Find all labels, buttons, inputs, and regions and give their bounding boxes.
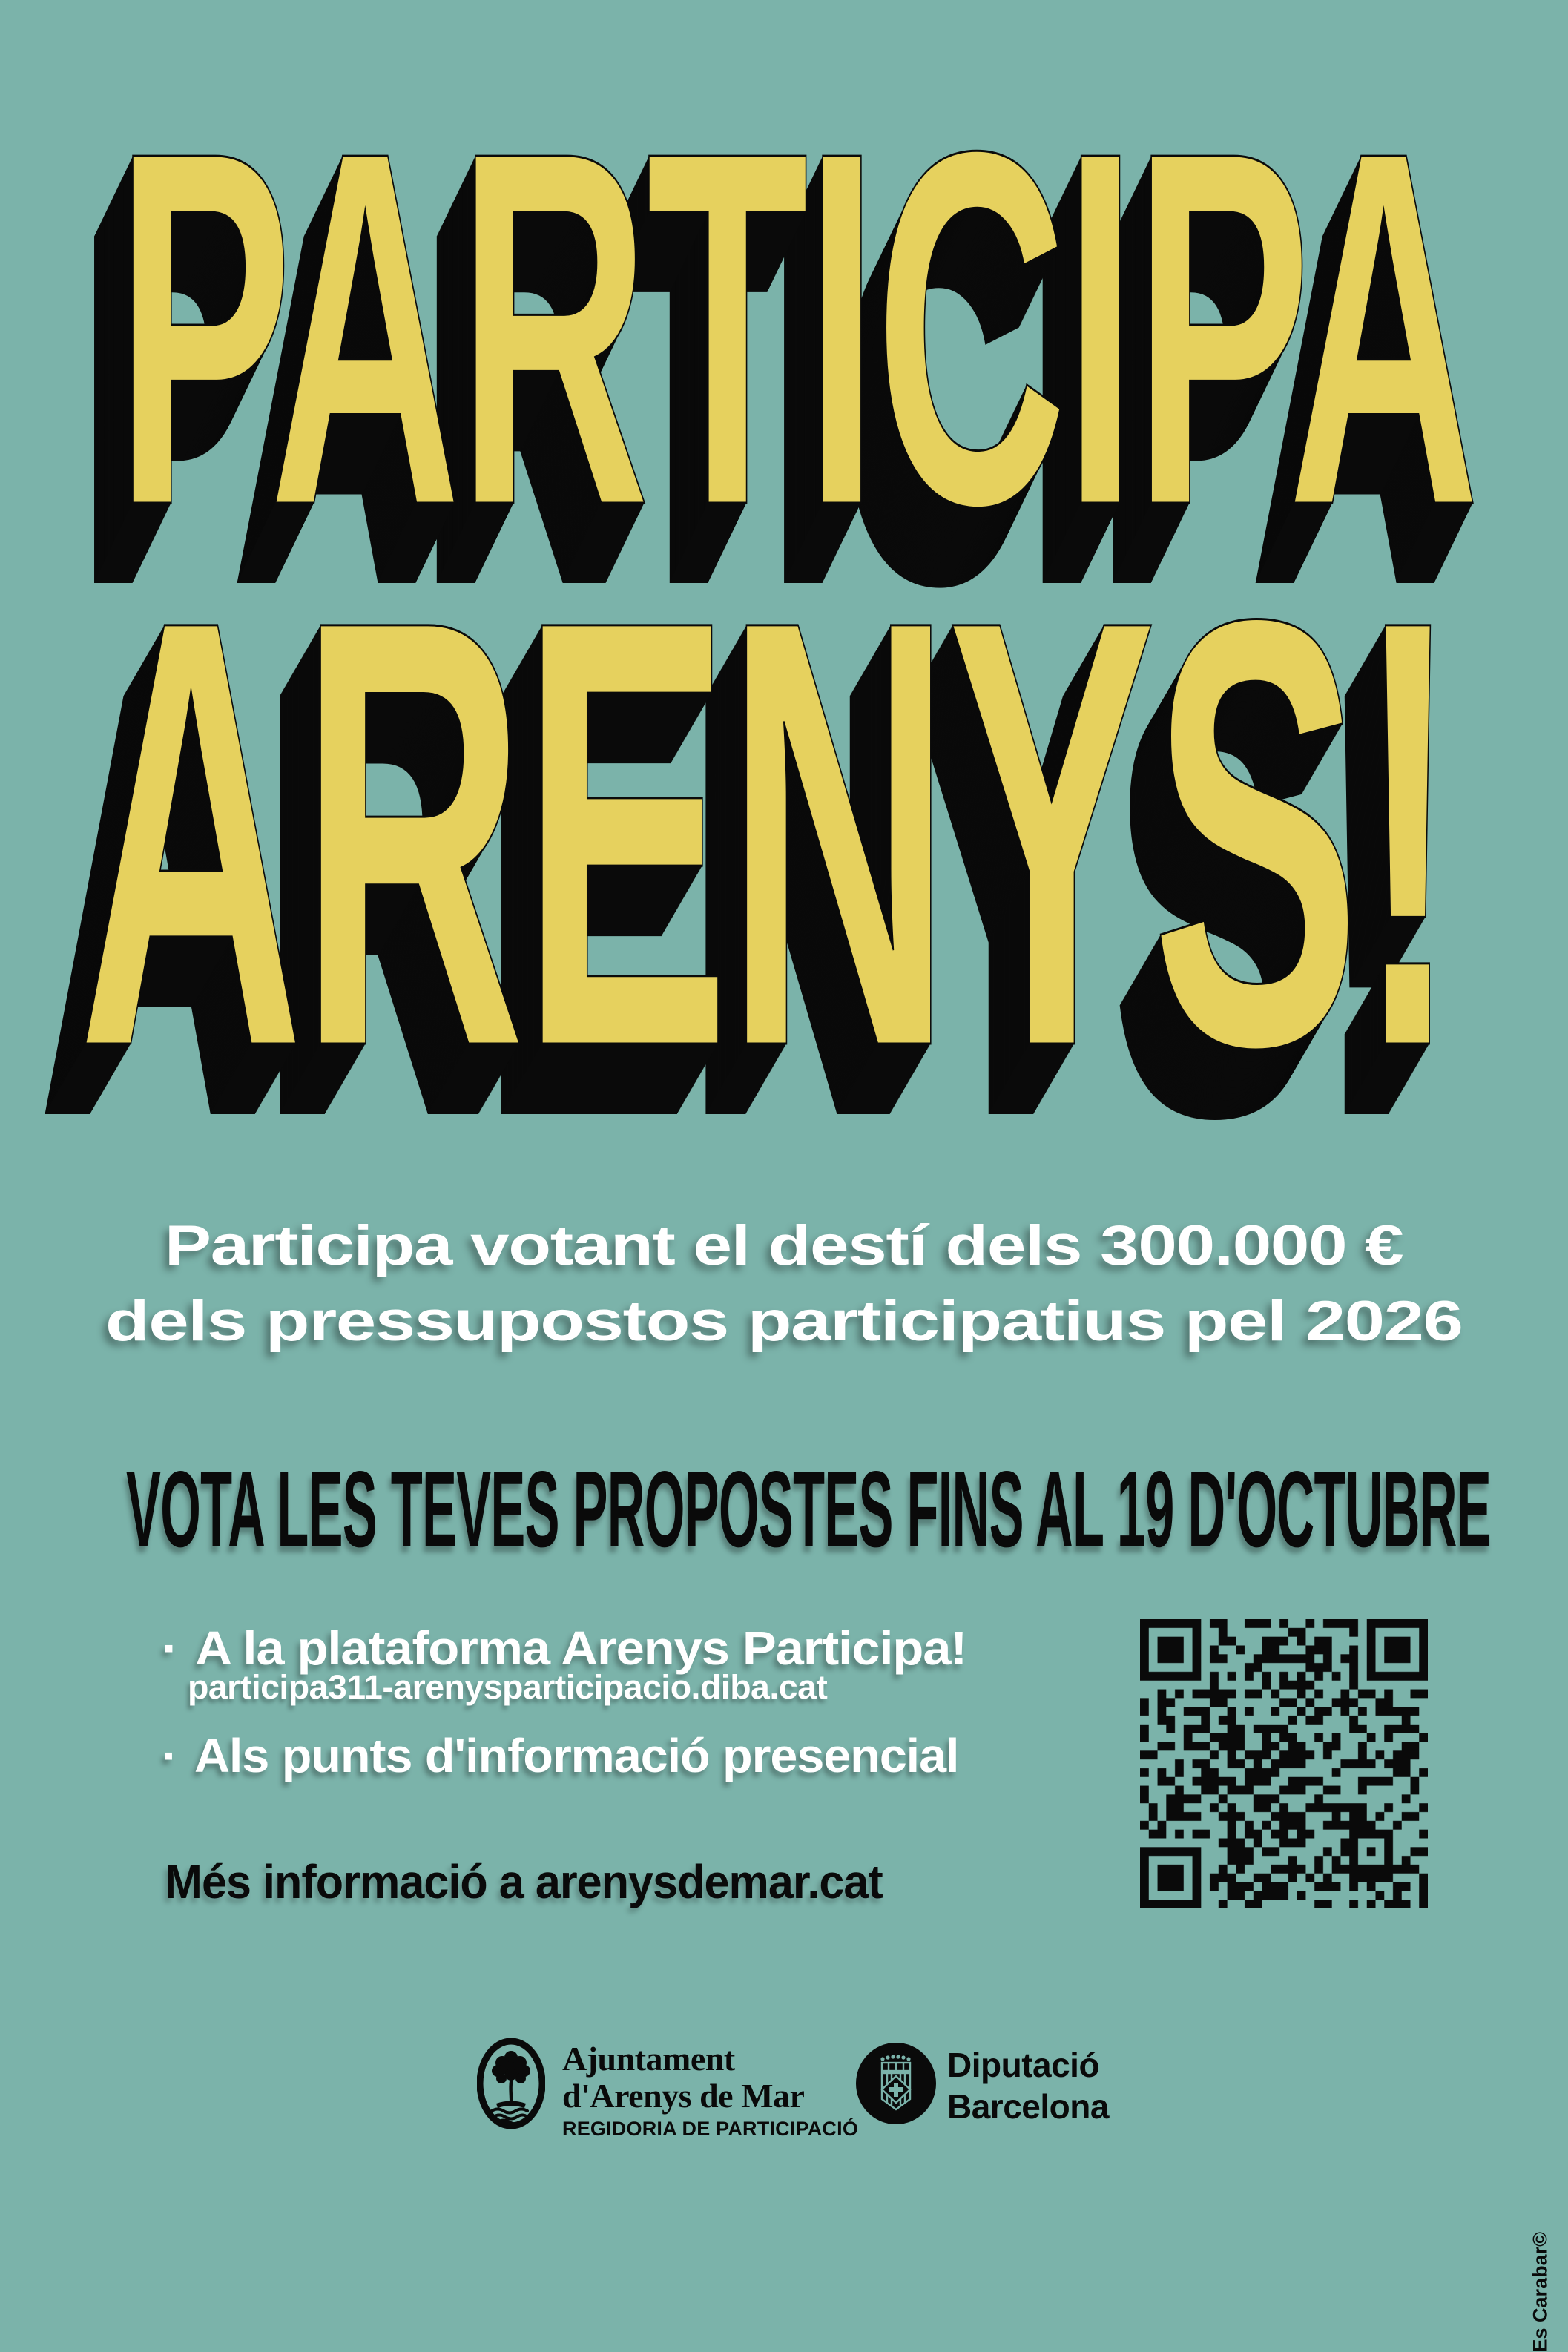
diputacio-name-line-1: Diputació [947, 2046, 1100, 2084]
title-line-2 [78, 493, 1568, 1173]
bullet-platform [162, 1621, 967, 1675]
diputacio-name-line-2: Barcelona [947, 2087, 1109, 2126]
subtitle-line-2-text: dels pressupostos participatius pel 2026 [105, 1290, 1463, 1353]
subtitle-line-2 [0, 1284, 1568, 1360]
bullet-platform-label: A la plataforma Arenys Participa! [195, 1621, 967, 1675]
qr-code-icon [1140, 1619, 1428, 1908]
diputacio-text [947, 2044, 1109, 2127]
bullet-info-points-label: Als punts d'informació presencial [194, 1729, 959, 1782]
platform-url [188, 1668, 828, 1706]
bullet-info-points [162, 1729, 959, 1782]
ajuntament-department: REGIDORIA DE PARTICIPACIÓ [562, 2118, 859, 2140]
more-info [165, 1855, 917, 1908]
ajuntament-seal-icon [477, 2038, 545, 2129]
title-participa: PARTICIPA [115, 47, 1476, 610]
title-arenys: ARENYS! [78, 493, 1456, 1173]
bullet-marker: · [162, 1621, 178, 1675]
ajuntament-name-line-2: d'Arenys de Mar [562, 2077, 805, 2115]
deadline-headline [126, 1449, 1568, 1569]
subtitle [0, 1208, 1568, 1360]
platform-url-text: participa311-arenysparticipacio.diba.cat [188, 1668, 828, 1706]
bullet-info-points-line [162, 1729, 959, 1782]
deadline-headline-text: VOTA LES TEVES PROPOSTES FINS AL 19 D'OCTUBRE [126, 1449, 1492, 1569]
bullet-marker: · [162, 1729, 178, 1782]
studio-credit: Es Carabar© [1529, 2232, 1551, 2352]
ajuntament-name-line-1: Ajuntament [562, 2040, 735, 2078]
bullet-platform-line [162, 1621, 967, 1675]
more-info-text: Més informació a arenysdemar.cat [165, 1855, 883, 1908]
subtitle-line-1 [0, 1208, 1568, 1284]
ajuntament-text [562, 2040, 858, 2141]
diputacio-emblem-icon [854, 2042, 938, 2125]
subtitle-line-1-text: Participa votant el destí dels 300.000 € [165, 1214, 1403, 1277]
